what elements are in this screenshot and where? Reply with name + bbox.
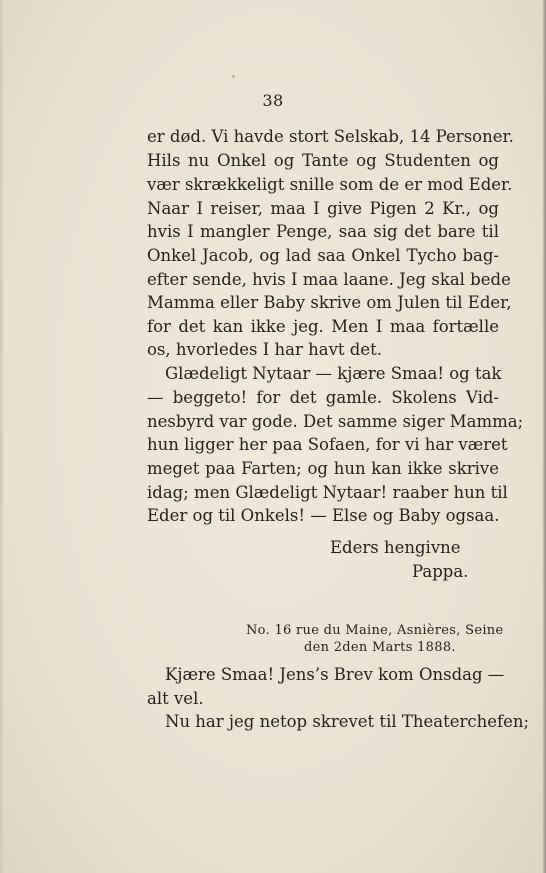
- page-edge-left: [0, 0, 4, 873]
- text-line: Naar I reiser, maa I give Pigen 2 Kr., og: [147, 199, 499, 218]
- paper-speck: [232, 75, 235, 78]
- page-number: 38: [262, 91, 284, 110]
- text-line: for det kan ikke jeg. Men I maa fortælle: [147, 317, 499, 336]
- text-line: Hils nu Onkel og Tante og Studenten og: [147, 151, 499, 170]
- letter-date: den 2den Marts 1888.: [304, 640, 456, 655]
- text-line: Kjære Smaa! Jens’s Brev kom Onsdag —: [165, 665, 505, 684]
- text-line: alt vel.: [147, 689, 204, 708]
- text-line: hvis I mangler Penge, saa sig det bare til: [147, 222, 499, 241]
- text-line: er død. Vi havde stort Selskab, 14 Personer.: [147, 127, 514, 146]
- text-line: Eder og til Onkels! — Else og Baby ogsaa.: [147, 506, 500, 525]
- text-line: idag; men Glædeligt Nytaar! raaber hun til: [147, 483, 508, 502]
- letter-address: No. 16 rue du Maine, Asnières, Seine: [246, 623, 504, 638]
- text-line: meget paa Farten; og hun kan ikke skrive: [147, 459, 499, 478]
- text-line: hun ligger her paa Sofaen, for vi har været: [147, 435, 508, 454]
- text-line: Nu har jeg netop skrevet til Theaterchefen;: [165, 712, 530, 731]
- text-line: os, hvorledes I har havt det.: [147, 340, 382, 359]
- text-line: Glædeligt Nytaar — kjære Smaa! og tak: [165, 364, 502, 383]
- signature-closing: Eders hengivne: [330, 538, 461, 557]
- text-line: efter sende, hvis I maa laane. Jeg skal bede: [147, 270, 511, 289]
- page-edge-right: [542, 0, 546, 873]
- text-line: — beggeto! for det gamle. Skolens Vid-: [147, 388, 499, 407]
- text-line: nesbyrd var gode. Det samme siger Mamma;: [147, 412, 524, 431]
- text-line: Onkel Jacob, og lad saa Onkel Tycho bag-: [147, 246, 499, 265]
- text-line: Mamma eller Baby skrive om Julen til Eder,: [147, 293, 512, 312]
- signature-name: Pappa.: [412, 562, 469, 581]
- text-line: vær skrækkeligt snille som de er mod Eder.: [147, 175, 513, 194]
